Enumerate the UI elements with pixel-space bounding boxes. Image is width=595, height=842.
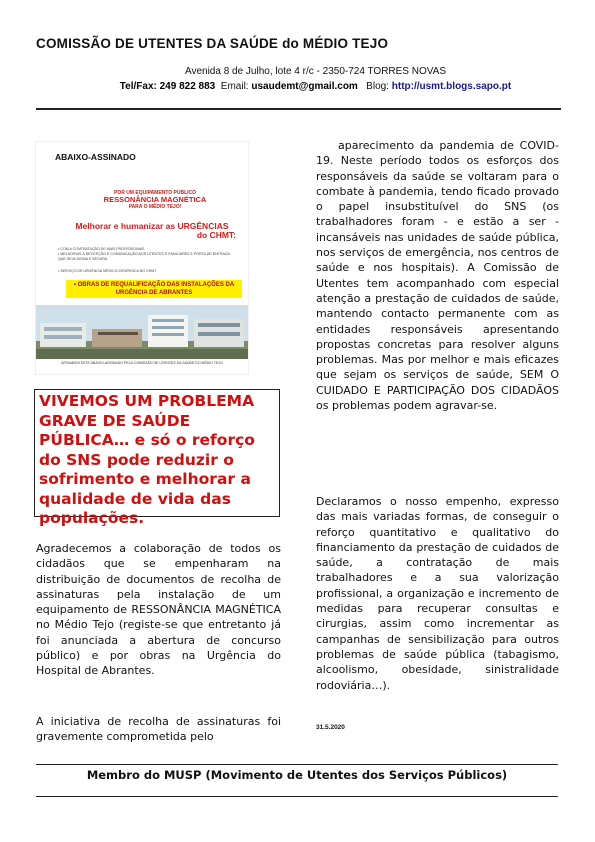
blog-link[interactable]: http://usmt.blogs.sapo.pt	[391, 81, 512, 92]
poster-title-line: PARA O MÉDIO TEJO!	[128, 204, 182, 210]
poster-subtitle-line: do CHMT:	[196, 230, 236, 240]
poster-heading: ABAIXO-ASSINADO	[55, 152, 136, 162]
poster-subtitle	[62, 222, 242, 240]
hospital-photo	[36, 305, 248, 359]
poster-highlight-text: • OBRAS DE REQUALIFICAÇÃO DAS INSTALAÇÕES DA URGÊNCIA DE ABRANTES	[73, 282, 235, 296]
left-paragraph-1: Agradecemos a colaboração de todos os cidadãos que se empenharam na distribuição de documentos de recolha de assinaturas pela instalação de um equipamento de RESSONÂNCIA MAGNÉTICA no Médio Tejo (registe-se que entretanto já foi anunciada a abertura de concurso público) e por obras na Urgência do Hospital de Abrantes.	[36, 542, 281, 678]
right-paragraph-1: aparecimento da pandemia de COVID-19. Neste período todos os esforços dos responsáveis da saúde se voltaram para o combate à pandemia, tendo ficado provado o papel insubstituível do SNS (os trabalhadores foram - e estão a ser - incansáveis nas unidades de saúde pública, nos serviços de emergência, nos centros de saúde e nos hospitais). A Comissão de Utentes tem acompanhado com especial atenção a prestação de cuidados de saúde, mantendo contacto permanente com as entidades responsáveis apresentando propostas concretas para resolver alguns problemas. Mas por melhor e mais eficazes que sejam os serviços de saúde, SEM O CUIDADO E PARTICIPAÇÃO DOS CIDADÃOS os problemas podem agravar-se.	[316, 139, 559, 413]
header-divider	[36, 108, 561, 110]
poster-footer: APOIAMOS ESTE ABAIXO-ASSINADO PELA COMISSÃO DE UTENTES DA SAÚDE DO MÉDIO TEJO	[61, 361, 223, 365]
poster-title-line: RESSONÂNCIA MAGNÉTICA	[103, 195, 207, 204]
poster-bullets: • SERVIÇO DE URGÊNCIA MÉDICO-CIRÚRGICA NO CHMT	[58, 269, 157, 273]
left-paragraph-2: A iniciativa de recolha de assinaturas foi gravemente comprometida pelo	[36, 715, 281, 744]
footer-divider-top	[36, 764, 558, 765]
document-date: 31.5.2020	[316, 724, 345, 731]
organization-title: COMISSÃO DE UTENTES DA SAÚDE do MÉDIO TEJO	[36, 36, 389, 51]
footer-divider-bottom	[36, 796, 558, 797]
poster-title	[70, 190, 240, 210]
right-paragraph-2: Declaramos o nosso empenho, expresso das mais variadas formas, de conseguir o reforço quantitativo e qualitativo do financiamento da prestação de cuidados de saúde, a contratação de mais trabalhadores e a sua valorização profissional, a organização e incremento de medidas para recuperar consultas e cirurgias, assim como incrementar as campanhas de sensibilização para outros problemas de saúde pública (tabagismo, alcoolismo, obesidade, sinistralidade rodoviária…).	[316, 495, 559, 692]
poster-title-line: POR UM EQUIPAMENTO PÚBLICO	[113, 190, 197, 196]
tel-fax: Tel/Fax: 249 822 883	[119, 81, 216, 92]
address-line: Avenida 8 de Julho, lote 4 r/c - 2350-724 TORRES NOVAS	[184, 66, 447, 77]
blog-label: Blog:	[366, 81, 389, 92]
contact-line	[0, 81, 595, 92]
alert-text: VIVEMOS UM PROBLEMA GRAVE DE SAÚDE PÚBLICA… e só o reforço do SNS pode reduzir o sofrimento e melhorar a qualidade de vida das populações.	[39, 392, 255, 527]
poster-subtitle-line: Melhorar e humanizar as URGÊNCIAS	[75, 221, 229, 231]
email-link[interactable]: usaudemt@gmail.com	[251, 81, 358, 92]
email-label: Email:	[220, 81, 249, 92]
poster-bullets: • COM A CONTRATAÇÃO DE MAIS PROFISSIONAIS • MELHORIAS À RECEPÇÃO E COMUNICAÇÃO AOS UTENTES E FAMILIARES E PORTA DE ENTRADA QUE SEJA DIGNA E SEGURA	[58, 247, 230, 261]
footer-membership: Membro do MUSP (Movimento de Utentes dos Serviços Públicos)	[86, 768, 508, 782]
